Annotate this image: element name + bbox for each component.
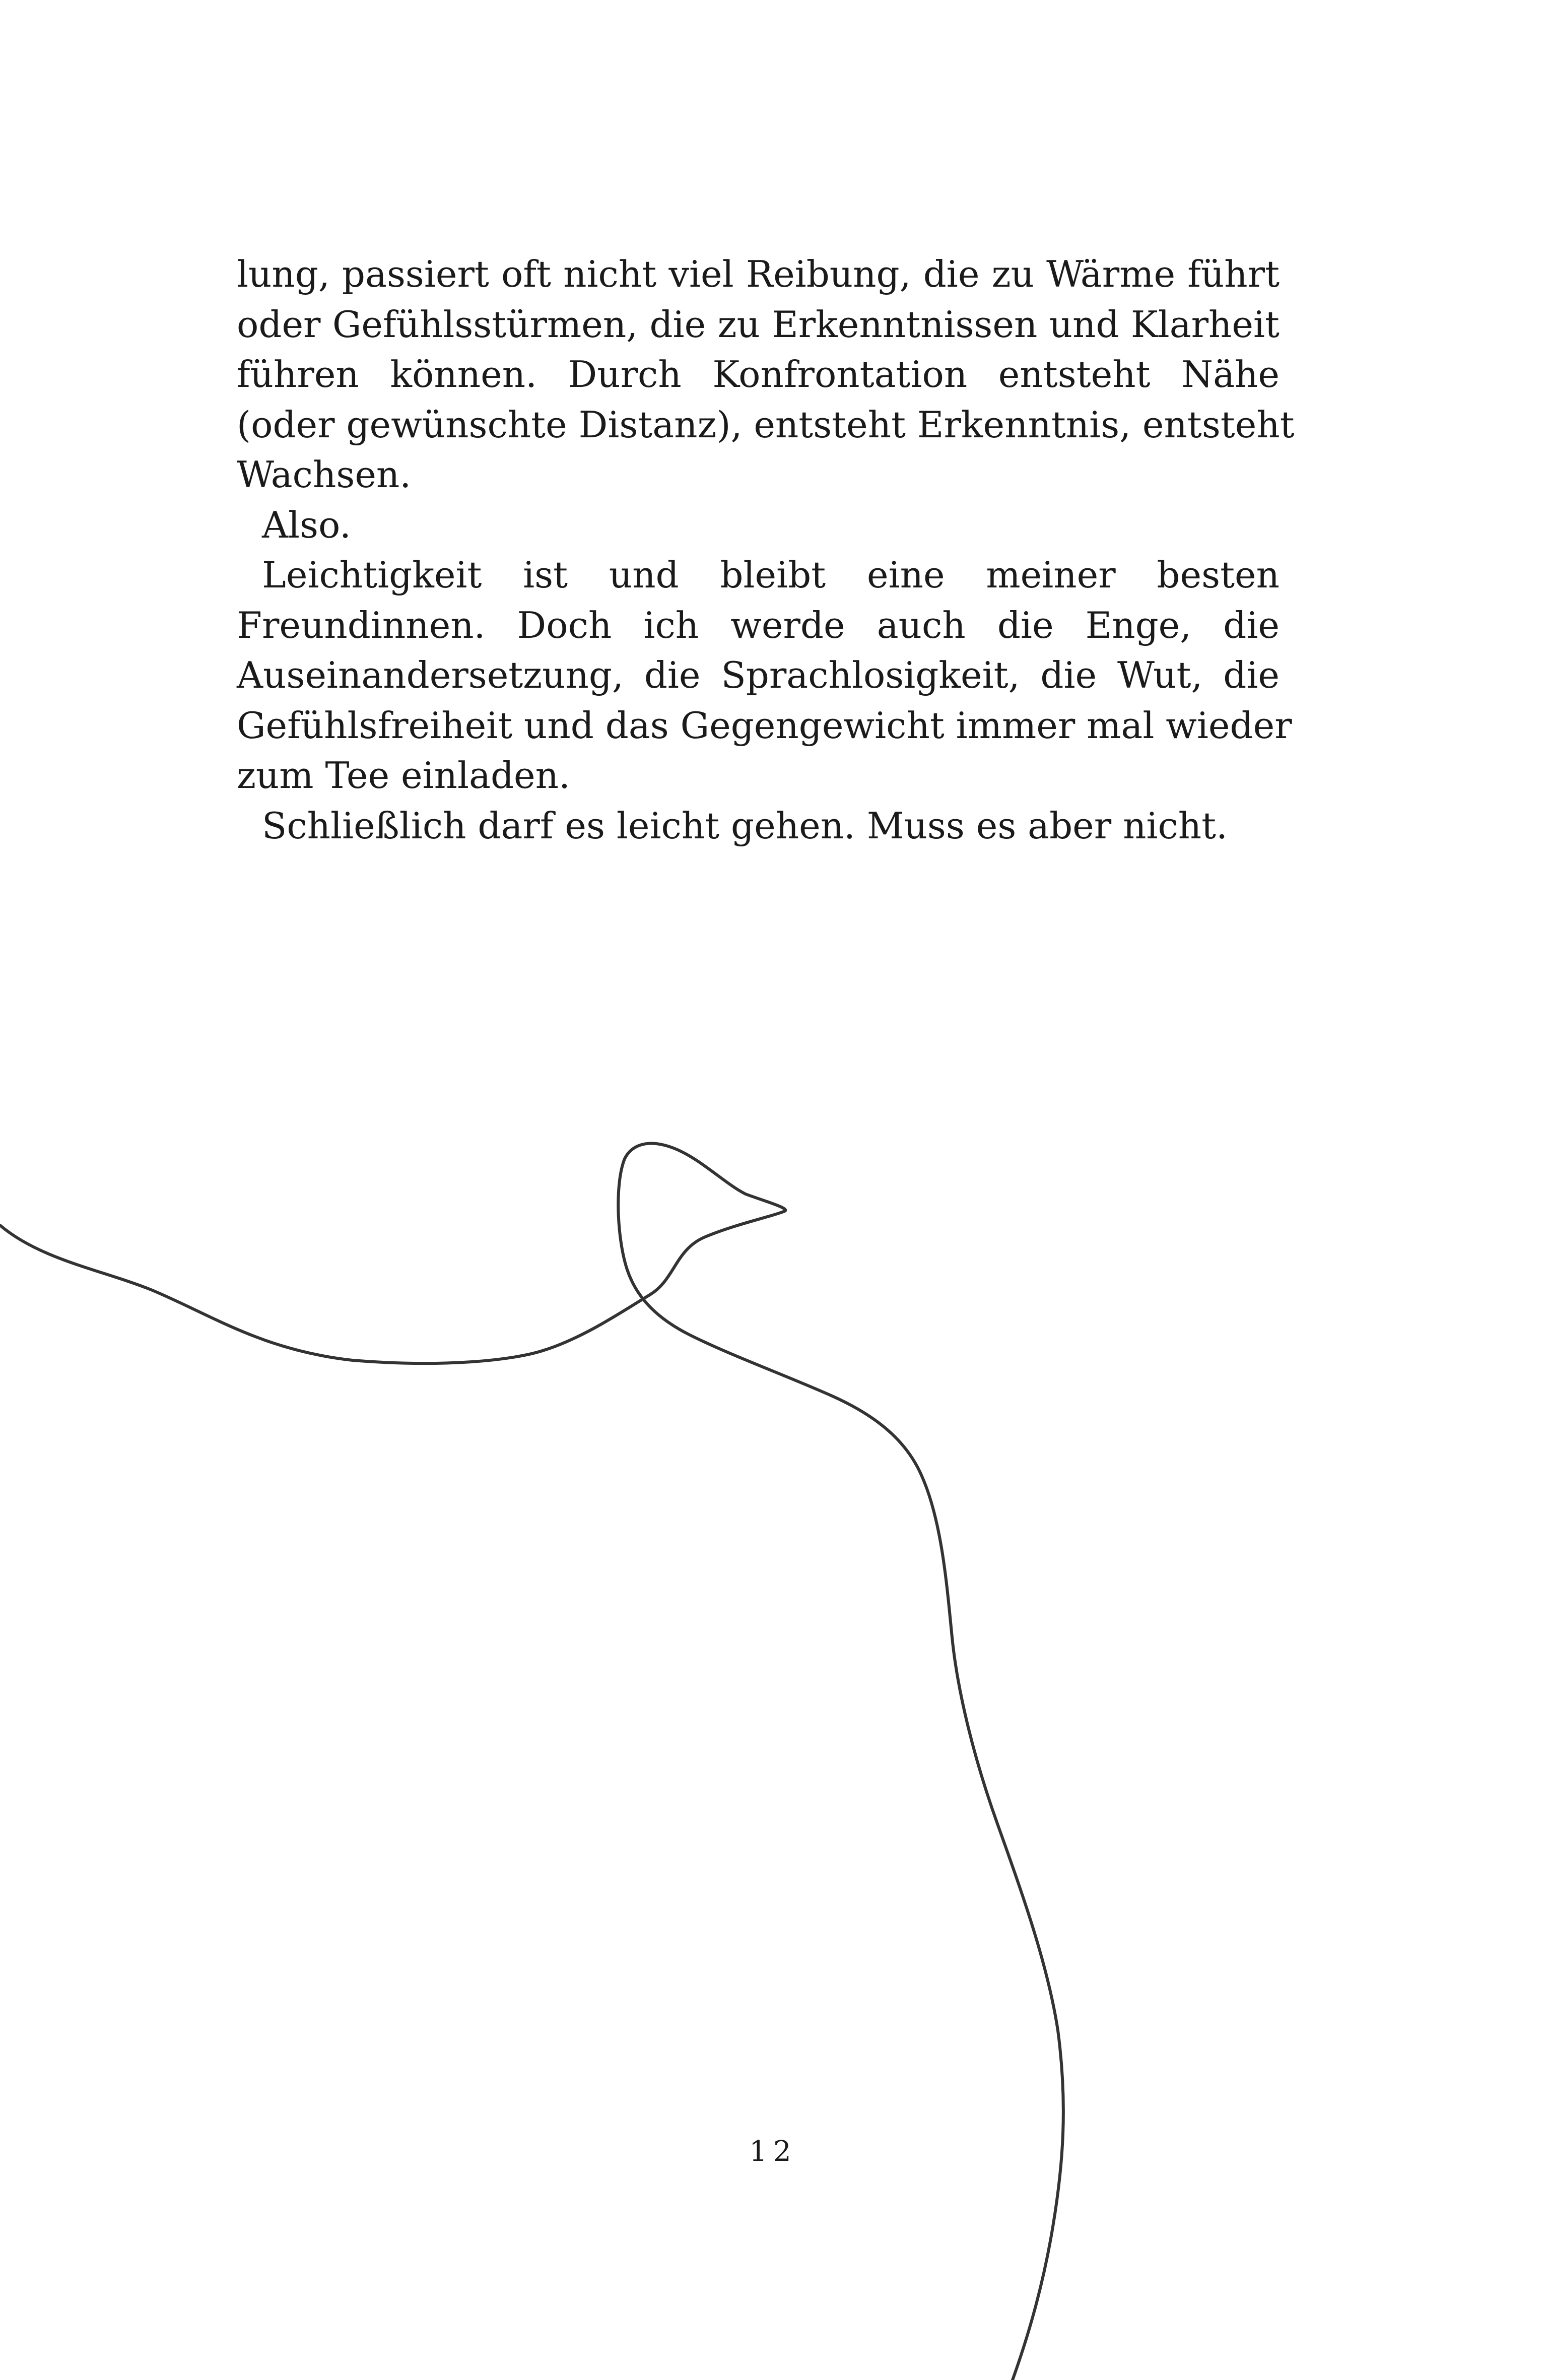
text-line: lung, passiert oft nicht viel Reibung, die zu Wärme führt <box>237 253 1280 295</box>
page-number: 12 <box>749 2135 797 2168</box>
text-line: Wachsen. <box>237 453 412 496</box>
text-line: zum Tee einladen. <box>237 754 570 797</box>
text-line: Gefühlsfreiheit und das Gegengewicht immer mal wieder <box>237 704 1292 747</box>
text-line: oder Gefühlsstürmen, die zu Erkenntnissen und Klarheit <box>237 303 1280 346</box>
text-line: Also. <box>262 503 351 546</box>
text-line: Auseinandersetzung, die Sprachlosigkeit, die Wut, die <box>237 654 1280 696</box>
text-line: Leichtigkeit ist und bleibt eine meiner besten <box>262 554 1280 596</box>
text-line: (oder gewünschte Distanz), entsteht Erkenntnis, entsteht <box>237 403 1295 446</box>
continuous-line-stroke <box>0 1144 1063 2380</box>
text-line: Schließlich darf es leicht gehen. Muss es aber nicht. <box>262 804 1228 847</box>
text-line: Freundinnen. Doch ich werde auch die Enge, die <box>237 604 1280 646</box>
text-line: führen können. Durch Konfrontation entsteht Nähe <box>237 353 1280 395</box>
